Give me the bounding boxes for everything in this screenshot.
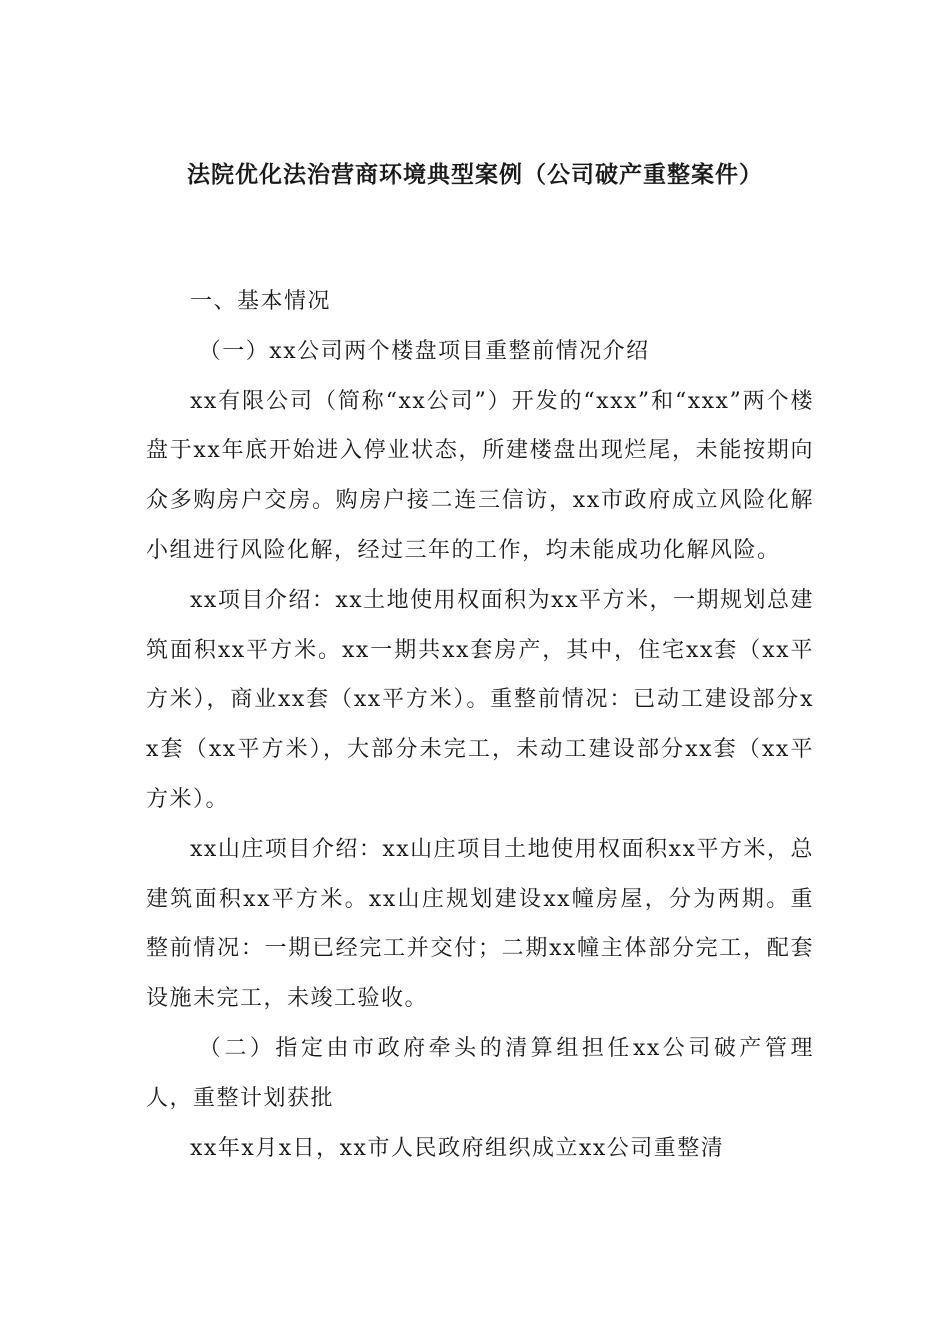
document-body — [146, 277, 814, 1173]
subsection-heading-project-intro: （一）xx公司两个楼盘项目重整前情况介绍 — [198, 338, 650, 364]
paragraph-liquidation-group: xx年x月x日，xx市人民政府组织成立xx公司重整清 — [190, 1135, 725, 1161]
paragraph-project-xx: xx项目介绍：xx土地使用权面积为xx平方米，一期规划总建筑面积xx平方米。xx一期共xx套房产，其中，住宅xx套（xx平方米），商业xx套（xx平方米）。重整前情况：已动工建设部分xx套（xx平方米），大部分未完工，未动工建设部分xx套（xx平方米）。 — [146, 587, 814, 812]
paragraph-company-background: xx有限公司（简称“xx公司”）开发的“xxx”和“xxx”两个楼盘于xx年底开始进入停业状态，所建楼盘出现烂尾，未能按期向众多购房户交房。购房户接二连三信访，xx市政府成立风险化解小组进行风险化解，经过三年的工作，均未能成功化解风险。 — [146, 388, 814, 563]
document-title: 法院优化法治营商环境典型案例（公司破产重整案件） — [187, 162, 763, 188]
subsection-heading-administrator: （二）指定由市政府牵头的清算组担任xx公司破产管理人，重整计划获批 — [146, 1035, 814, 1111]
section-heading-basic-info: 一、基本情况 — [190, 289, 332, 314]
paragraph-project-villa: xx山庄项目介绍：xx山庄项目土地使用权面积xx平方米，总建筑面积xx平方米。xx山庄规划建设xx幢房屋，分为两期。重整前情况：一期已经完工并交付；二期xx幢主体部分完工，配套设施未完工，未竣工验收。 — [146, 836, 814, 1012]
